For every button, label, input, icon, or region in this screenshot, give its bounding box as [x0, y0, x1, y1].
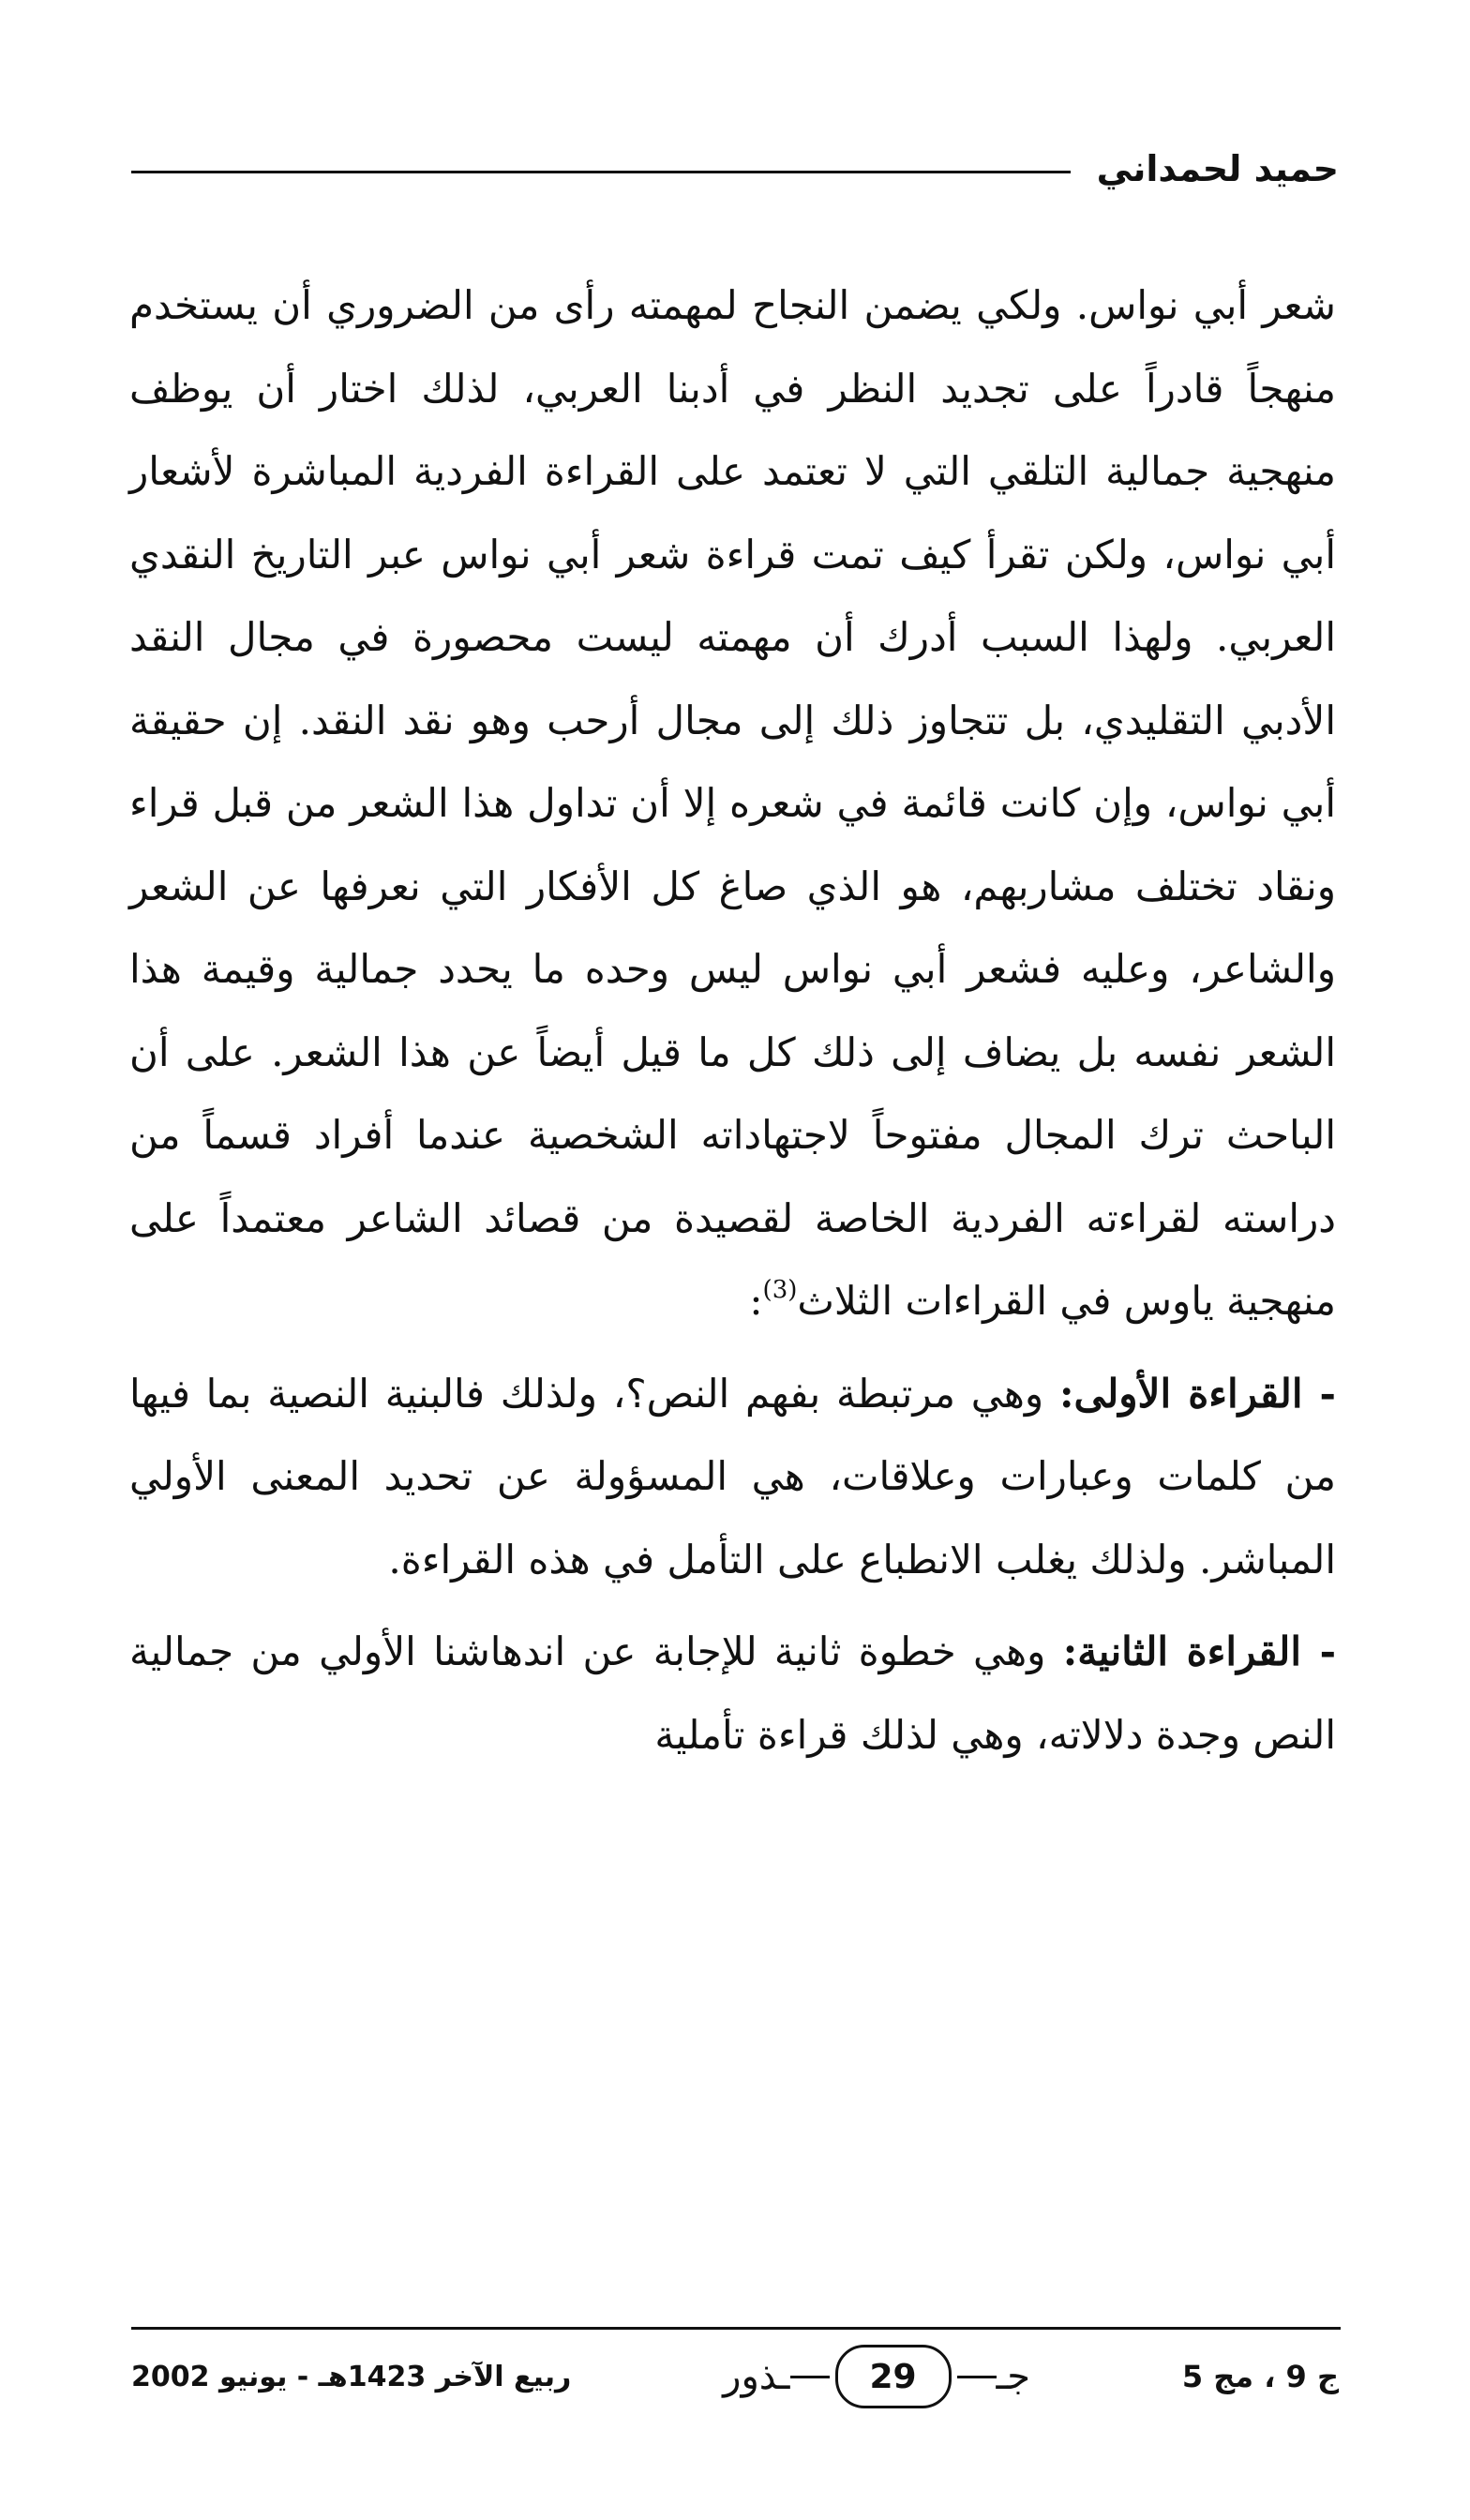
running-head — [131, 141, 1339, 197]
footer-rule — [131, 2327, 1341, 2330]
second-reading-text: وهي خطوة ثانية للإجابة عن اندهاشنا الأولي من جمالية النص وجدة دلالاته، وهي لذلك قراءة تأملية — [129, 1628, 1336, 1758]
footer-date: ربيع الآخر 1423هـ - يونيو 2002 — [131, 2360, 572, 2393]
first-reading-term: - القراءة الأولى: — [1058, 1370, 1336, 1417]
masthead-dash-left — [790, 2376, 830, 2378]
page-number: 29 — [835, 2345, 952, 2408]
paragraph-second-reading — [129, 1611, 1336, 1777]
paragraph-intro — [129, 264, 1336, 1343]
running-head-author: حميد لحمداني — [1096, 148, 1339, 189]
footer-issue: ج 9 ، مج 5 — [1181, 2359, 1339, 2394]
first-reading-text: وهي مرتبطة بفهم النص؟، ولذلك فالبنية النصية بما فيها من كلمات وعبارات وعلاقات، هي المسؤولة عن تحديد المعنى الأولي المباشر. ولذلك يغلب الانطباع على التأمل في هذه القراءة. — [129, 1370, 1336, 1582]
body-text — [129, 264, 1336, 1777]
masthead-right: ـذور — [723, 2355, 790, 2398]
paragraph-intro-colon: : — [749, 1278, 763, 1324]
running-head-rule — [131, 171, 1071, 173]
masthead-left: جـ — [996, 2355, 1030, 2398]
paragraph-intro-text: شعر أبي نواس. ولكي يضمن النجاح لمهمته رأى من الضروري أن يستخدم منهجاً قادراً على تجديد النظر في أدبنا العربي، لذلك اختار أن يوظف منهجية جمالية التلقي التي لا تعتمد على القراءة الفردية المباشرة لأشعار أبي نواس، ولكن تقرأ كيف تمت قراءة شعر أبي نواس عبر التاريخ النقدي العربي. ولهذا السبب أدرك أن مهمته ليست محصورة في مجال النقد الأدبي التقليدي، بل تتجاوز ذلك إلى مجال أرحب وهو نقد النقد. إن حقيقة أبي نواس، وإن كانت قائمة في شعره إلا أن تداول هذا الشعر من قبل قراء ونقاد تختلف مشاربهم، هو الذي صاغ كل الأفكار التي نعرفها عن الشعر والشاعر، وعليه فشعر أبي نواس ليس وحده ما يحدد جمالية وقيمة هذا الشعر نفسه بل يضاف إلى ذلك كل ما قيل أيضاً عن هذا الشعر. على أن الباحث ترك المجال مفتوحاً لاجتهاداته الشخصية عندما أفراد قسماً من دراسته لقراءته الفردية الخاصة لقصيدة من قصائد الشاعر معتمداً على منهجية ياوس في القراءات الثلاث — [129, 282, 1337, 1324]
masthead-dash-right — [957, 2376, 997, 2378]
paragraph-first-reading — [129, 1353, 1336, 1602]
footnote-marker: (3) — [762, 1276, 798, 1304]
page-footer — [131, 2339, 1339, 2414]
second-reading-term: - القراءة الثانية: — [1062, 1628, 1337, 1674]
journal-masthead — [723, 2345, 1030, 2408]
